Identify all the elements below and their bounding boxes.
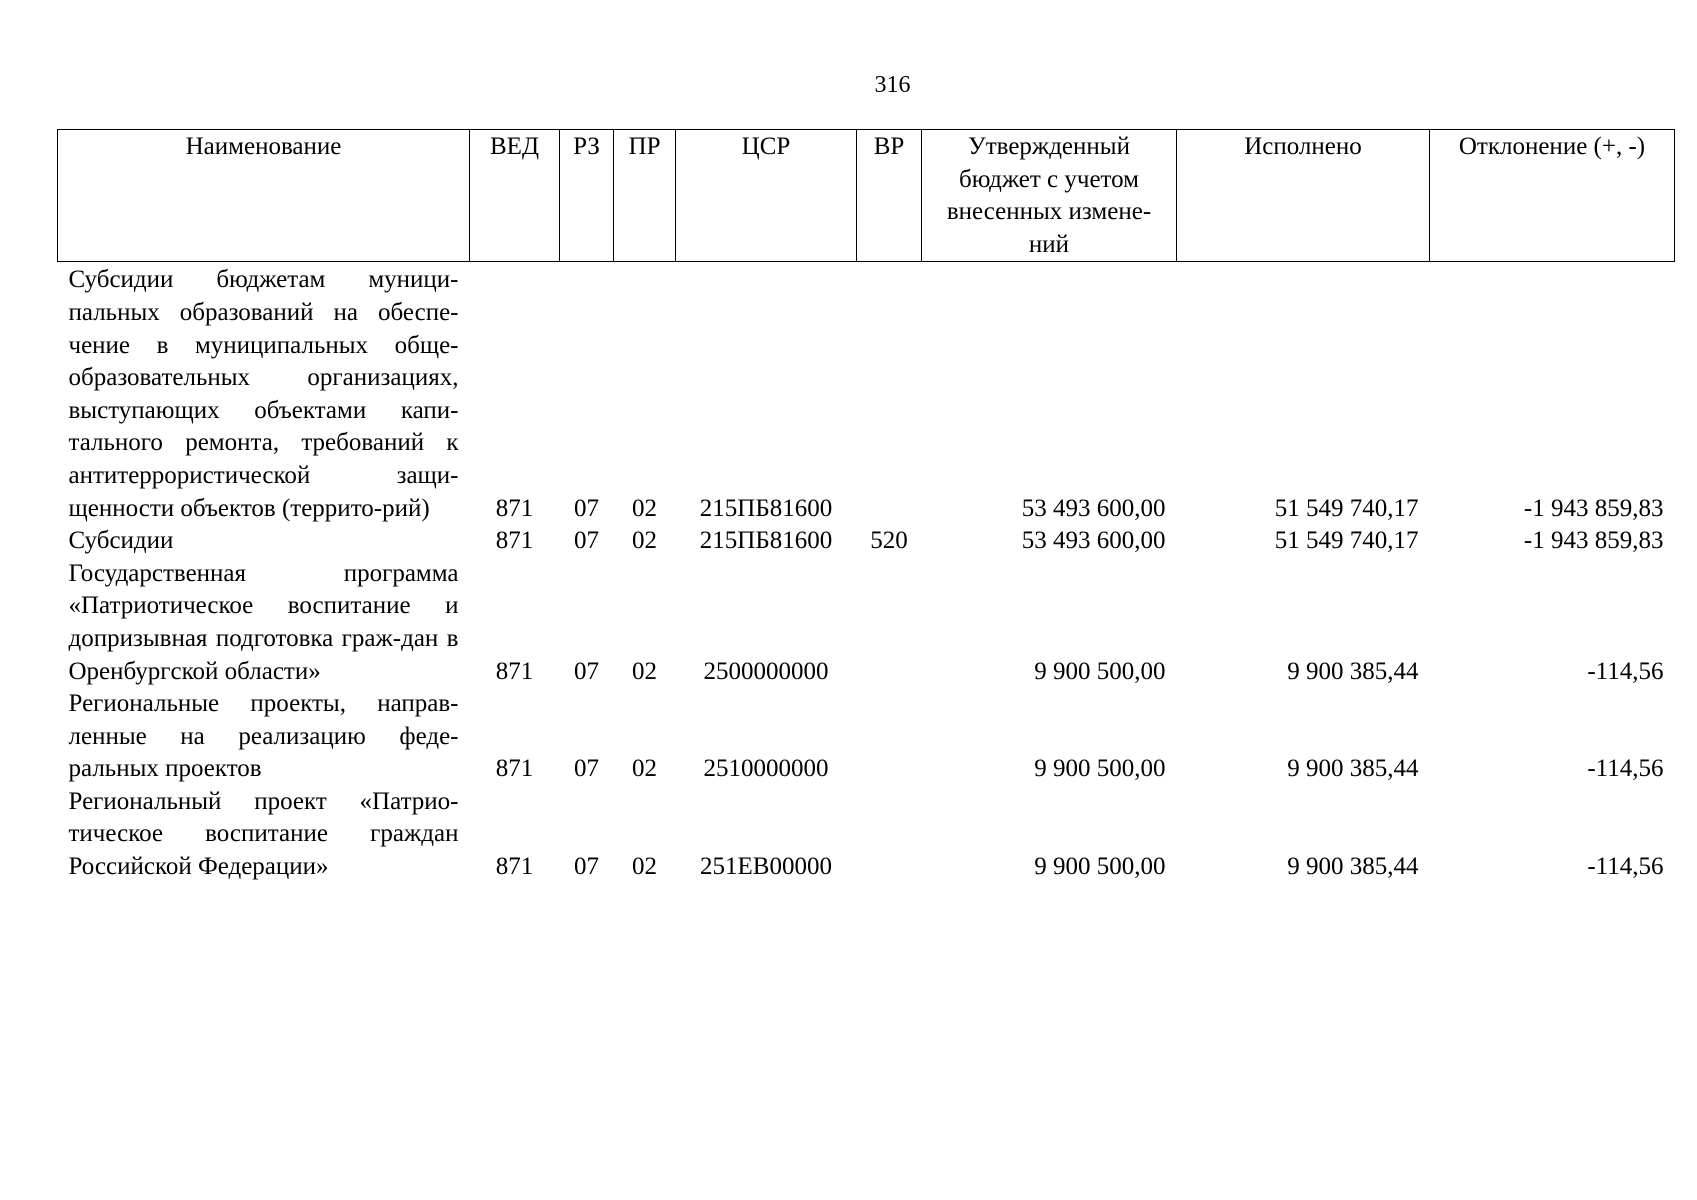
row-executed: 51 549 740,17 <box>1274 527 1419 555</box>
row-executed: 51 549 740,17 <box>1274 494 1419 522</box>
row-csr: 215ПБ81600 <box>699 527 833 555</box>
header-pr: ПР <box>614 130 676 262</box>
header-executed: Исполнено <box>1177 130 1430 262</box>
row-deviation: -114,56 <box>1587 853 1664 881</box>
row-rz: 07 <box>574 657 599 685</box>
table-row <box>58 688 1675 786</box>
row-csr: 215ПБ81600 <box>699 494 833 522</box>
row-ved: 871 <box>495 755 534 783</box>
row-csr: 251ЕВ00000 <box>700 853 832 881</box>
row-vr <box>857 262 922 525</box>
row-deviation: -114,56 <box>1587 755 1664 783</box>
row-pr: 02 <box>632 755 657 783</box>
row-pr: 02 <box>632 527 657 555</box>
row-vr <box>857 786 922 884</box>
table-row <box>58 786 1675 884</box>
row-name: Региональные проекты, направ-ленные на реализацию феде-ральных проектов <box>68 690 459 783</box>
budget-execution-table <box>57 129 1675 884</box>
row-name: Субсидии <box>68 527 174 555</box>
header-vr: ВР <box>857 130 922 262</box>
row-pr: 02 <box>632 657 657 685</box>
header-deviation: Отклонение (+, -) <box>1430 130 1675 262</box>
row-vr <box>857 688 922 786</box>
row-name: Субсидии бюджетам муници-пальных образований на обеспе-чение в муниципальных обще-образовательных организациях, выступающих объектами капи-тального ремонта, требований к антитеррористической защи-щенности объектов (террито-рий) <box>68 266 459 522</box>
row-approved: 53 493 600,00 <box>1021 527 1166 555</box>
page-number: 316 <box>874 72 911 98</box>
row-approved: 53 493 600,00 <box>1021 494 1166 522</box>
row-ved: 871 <box>495 853 534 881</box>
row-approved: 9 900 500,00 <box>1034 755 1166 783</box>
row-approved: 9 900 500,00 <box>1034 853 1166 881</box>
row-ved: 871 <box>495 494 534 522</box>
row-name: Региональный проект «Патрио-тическое воспитание граждан Российской Федерации» <box>68 787 459 881</box>
row-vr: 520 <box>870 527 908 555</box>
header-approved-budget: Утвержденный бюджет с учетом внесенных измене-ний <box>922 130 1177 262</box>
table-row <box>58 262 1675 525</box>
header-csr: ЦСР <box>676 130 857 262</box>
row-rz: 07 <box>574 853 599 881</box>
row-pr: 02 <box>632 853 657 881</box>
row-deviation: -1 943 859,83 <box>1523 527 1664 555</box>
row-ved: 871 <box>495 527 534 555</box>
table-header-row <box>58 130 1675 262</box>
table-row <box>58 558 1675 688</box>
row-executed: 9 900 385,44 <box>1287 657 1419 685</box>
row-rz: 07 <box>574 527 599 555</box>
row-executed: 9 900 385,44 <box>1287 853 1419 881</box>
row-csr: 2500000000 <box>703 657 829 685</box>
row-ved: 871 <box>495 657 534 685</box>
table-row <box>58 525 1675 558</box>
row-approved: 9 900 500,00 <box>1034 657 1166 685</box>
row-rz: 07 <box>574 494 599 522</box>
header-ved: ВЕД <box>470 130 560 262</box>
row-deviation: -114,56 <box>1587 657 1664 685</box>
row-rz: 07 <box>574 755 599 783</box>
row-name: Государственная программа «Патриотическое воспитание и допризывная подготовка граж-дан в Оренбургской области» <box>68 559 459 685</box>
row-executed: 9 900 385,44 <box>1287 755 1419 783</box>
row-pr: 02 <box>632 494 657 522</box>
row-vr <box>857 558 922 688</box>
header-name: Наименование <box>58 130 470 262</box>
row-csr: 2510000000 <box>703 755 829 783</box>
header-rz: РЗ <box>560 130 614 262</box>
row-deviation: -1 943 859,83 <box>1523 494 1664 522</box>
